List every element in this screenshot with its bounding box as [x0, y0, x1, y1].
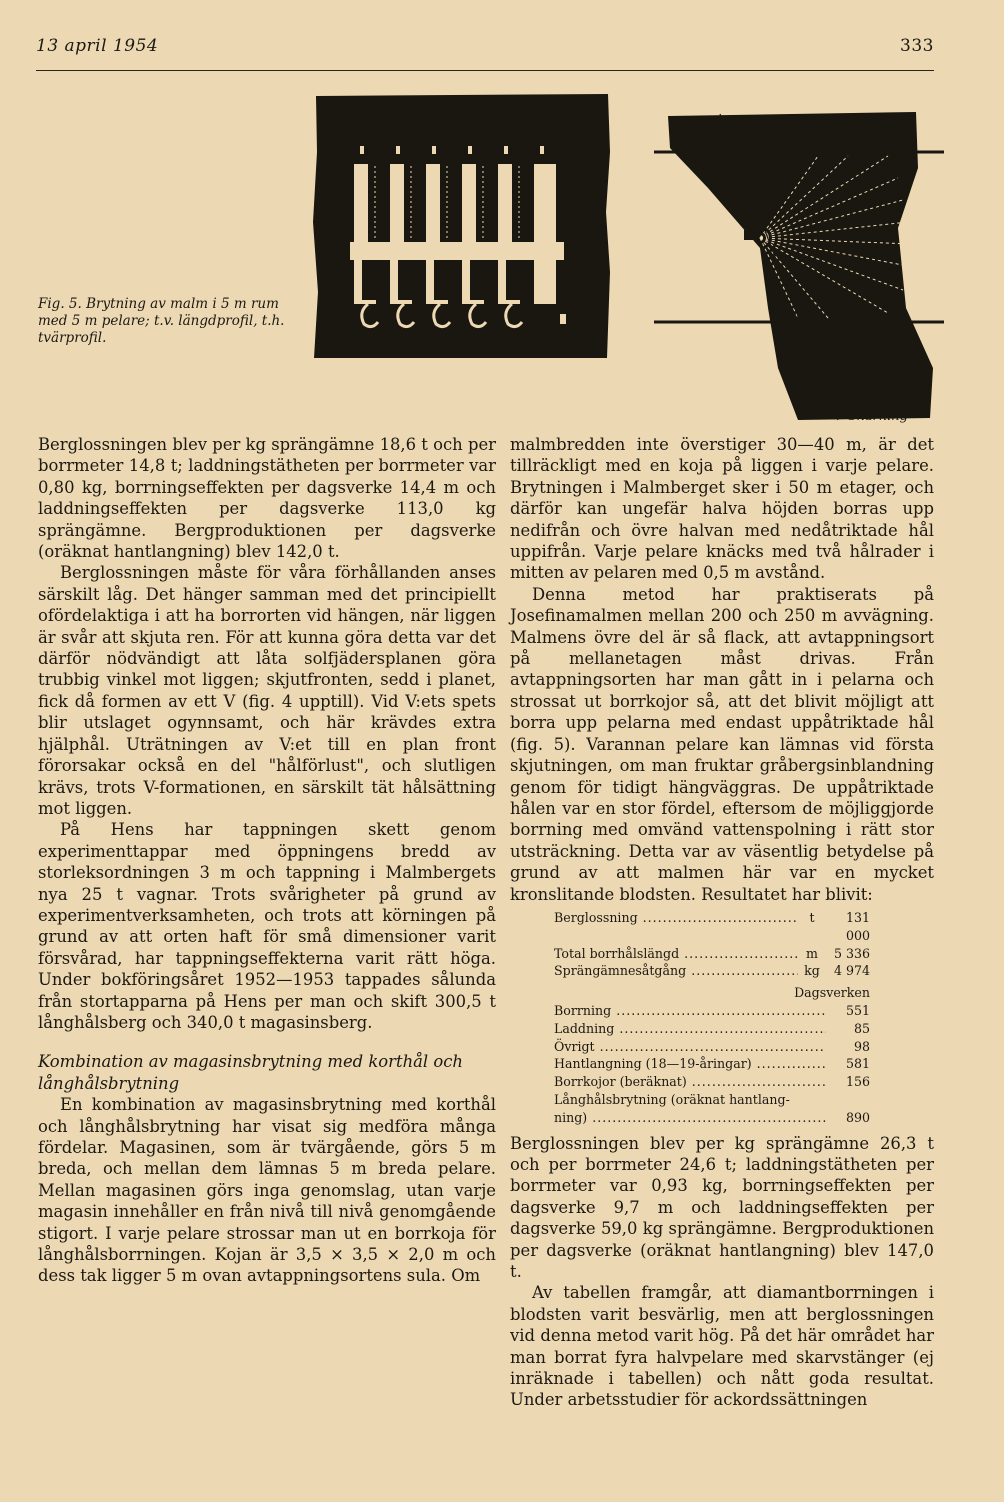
- table-row: Laddning ..... 85: [554, 1020, 870, 1038]
- table-row: Borrning ..... 551: [554, 1002, 870, 1020]
- paragraph: Berglossningen blev per kg sprängämne 26,3 t och per borrmeter 24,6 t; laddningstätheten per borrmeter var 0,93 kg, borrningseffekten per dagsverke 9,7 m och laddningseffekten per dagsverke 59,0 kg sprängämne. Bergproduktionen per dagsverke (oräknat hantlangning) blev 147,0 t.: [510, 1133, 934, 1281]
- page-number: 333: [900, 36, 934, 56]
- table-row: Sprängämnesåtgång ..... kg 4 974: [554, 962, 870, 980]
- cross-profile-figure: [648, 108, 948, 426]
- skarning-label: Skärning: [848, 409, 908, 424]
- paragraph: Denna metod har praktiserats på Josefinamalmen mellan 200 och 250 m avvägning. Malmens övre del är så flack, att avtappningsort på mellanetagen måst drivas. Från avtappningsorten har man gått in i pelarna och strossat ut borrkojor så, att det blivit möjligt att borra upp pelarna med endast uppåtriktade hål (fig. 5). Varannan pelare kan lämnas vid första skjutningen, om man fruktar gråbergsinblandning genom för tidigt hängväggras. De uppåtriktade hålen var en stor fördel, eftersom de möjliggjorde borrning med omvänd vattenspolning i rätt stor utsträckning. Detta var av väsentlig betydelse på grund av att malmen här var en mycket kronslitande blodsten. Resultatet har blivit:: [510, 584, 934, 904]
- paragraph: En kombination av magasinsbrytning med korthål och långhålsbrytning har visat sig medföra många fördelar. Magasinen, som är tvärgående, görs 5 m breda, och mellan dem lämnas 5 m breda pelare. Mellan magasinen görs inga genomslag, utan varje magasin innehåller en från nivå till nivå genomgående stigort. I varje pelare strossar man ut en borrkoja för långhålsborrningen. Kojan är 3,5 × 3,5 × 2,0 m och dess tak ligger 5 m ovan avtappningsortens sula. Om: [38, 1095, 496, 1286]
- page-header: [36, 36, 934, 71]
- table-row: Berglossning ..... t 131 000: [554, 909, 870, 945]
- table-row: Hantlangning (18—19-åringar) ..... 581: [554, 1055, 870, 1073]
- longitudinal-profile-figure: [310, 92, 612, 360]
- left-column: [38, 434, 496, 1287]
- figure-caption: Fig. 5. Brytning av malm i 5 m rum med 5 m pelare; t.v. längdprofil, t.h. tvärprofil.: [38, 296, 285, 346]
- paragraph: malmbredden inte överstiger 30—40 m, är det tillräckligt med en koja på liggen i varje pelare. Brytningen i Malmberget sker i 50 m etager, och därför kan ungefär halva höjden borras upp nedifrån och övre halvan med nedåtriktade hål uppifrån. Varje pelare knäcks med två hålrader i mitten av pelaren med 0,5 m avstånd.: [510, 435, 934, 583]
- section-heading: Kombination av magasinsbrytning med korthål och långhålsbrytning: [38, 1052, 463, 1093]
- table-row: Total borrhålslängd ..... m 5 336: [554, 945, 870, 963]
- paragraph: På Hens har tappningen skett genom experimenttappar med öppningens bredd av storleksordningen 3 m och tappning i Malmbergets nya 25 t vagnar. Trots svårigheter på grund av experimentverksamheten, och trots att körningen på grund av att orten haft för små dimensioner varit försvårad, har tappningseffekterna varit rätt höga. Under bokföringsåret 1952—1953 tappades sålunda från stortapparna på Hens per man och skift 300,5 t långhålsberg och 340,0 t magasinsberg.: [38, 820, 496, 1032]
- table-subheader: Dagsverken: [794, 985, 870, 1001]
- table-row: Borrkojor (beräknat) ..... 156: [554, 1073, 870, 1091]
- header-date: 13 april 1954: [36, 36, 159, 56]
- right-column: [510, 434, 934, 1411]
- table-row: Övrigt ..... 98: [554, 1038, 870, 1056]
- paragraph: Berglossningen blev per kg sprängämne 18,6 t och per borrmeter 14,8 t; laddningstätheten per borrmeter var 0,80 kg, borrningseffekten per dagsverke 14,4 m och laddningseffekten per dagsverke 113,0 kg sprängämne. Bergproduktionen per dagsverke (oräknat hantlangning) blev 142,0 t.: [38, 435, 496, 562]
- table-row: ning) ..... 890: [554, 1109, 870, 1127]
- paragraph: Av tabellen framgår, att diamantborrningen i blodsten varit besvärlig, men att berglossningen vid denna metod varit hög. På det här området har man borrat fyra halvpelare med skarvstänger (ej inräknade i tabellen) och nått goda resultat. Under arbetsstudier för ackordssättningen: [510, 1283, 934, 1410]
- results-table: [554, 909, 870, 1127]
- table-row: Långhålsbrytning (oräknat hantlang-: [554, 1091, 790, 1107]
- paragraph: Berglossningen måste för våra förhållanden anses särskilt låg. Det hänger samman med det principiellt ofördelaktiga i att ha borrorten vid hängen, när liggen är svår att skjuta ren. För att kunna göra detta var det därför nödvändigt att låta solfjädersplanen göra trubbig vinkel mot liggen; skjutfronten, sedd i planet, fick då formen av ett V (fig. 4 upptill). Vid V:ets spets blir utslaget ogynnsamt, och här krävdes extra hjälphål. Uträtningen av V:et till en plan front förorsakar också en del "hålförlust", och slutligen krävs, trots V-formationen, en särskilt tät hålsättning mot liggen.: [38, 563, 496, 818]
